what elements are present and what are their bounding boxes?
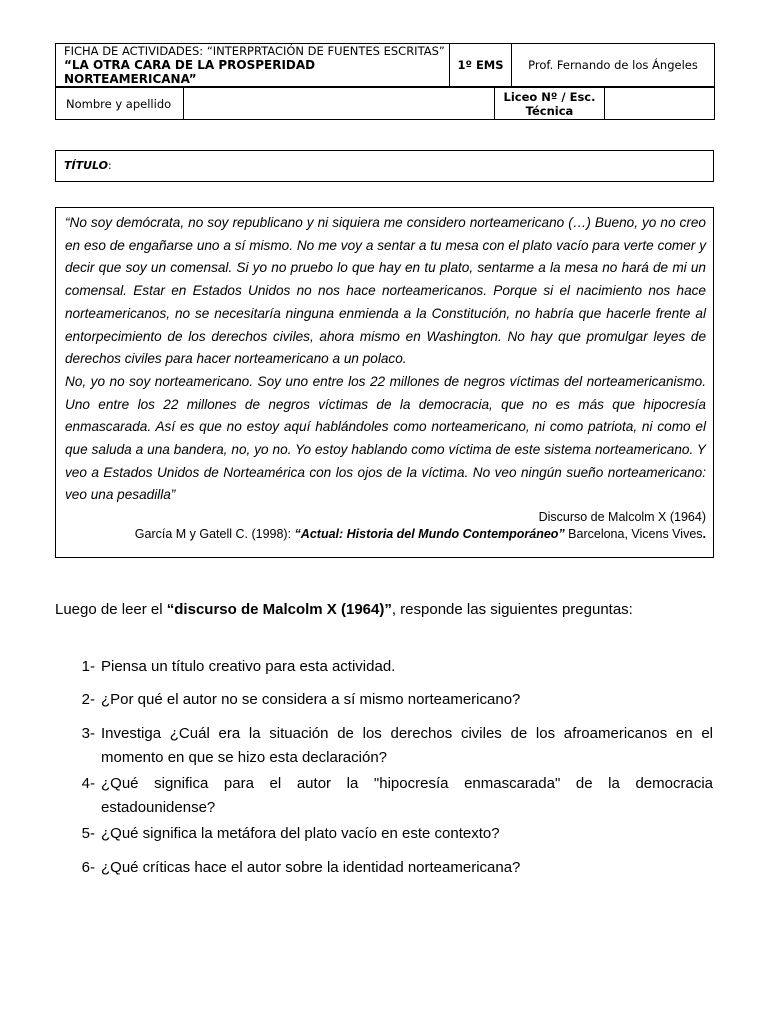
instructions-bold: “discurso de Malcolm X (1964)” [166,601,392,618]
question-text: Piensa un título creativo para esta actividad. [101,658,396,675]
title-field-label-wrap [64,159,112,172]
quote-source-speech: Discurso de Malcolm X (1964) [538,510,706,525]
school-label-cell [495,88,605,120]
name-label: Nombre y apellido [66,96,172,111]
quote-box [55,207,714,558]
activity-title-line1: FICHA DE ACTIVIDADES: “INTERPRTACIÓN DE FUENTES ESCRITAS” [64,44,445,58]
teacher-cell [512,44,715,87]
question-5 [55,822,714,846]
question-text: ¿Qué significa la metáfora del plato vacío en este contexto? [101,825,500,842]
school-label-line1: Liceo Nº / Esc. [503,89,596,104]
school-field[interactable] [605,88,715,120]
question-4 [55,772,714,820]
title-field[interactable] [55,150,714,182]
instructions-after: , responde las siguientes preguntas: [391,601,633,618]
citation-authors: García M y Gatell C. (1998): [134,527,295,542]
activity-title-cell [56,44,450,87]
question-number: 2- [81,691,95,708]
question-text: ¿Qué significa para el autor la "hipocresía enmascarada" de la democracia estadounidense? [101,775,713,816]
grade-label: 1º EMS [457,58,504,72]
quote-paragraph-1: “No soy demócrata, no soy republicano y ni siquiera me considero norteamericano (…) Bueno, yo no creo en eso de engañarse uno a sí mismo. No me voy a sentar a tu mesa con el plato vacío para verte comer y decir que soy un comensal. Si yo no pruebo lo que hay en tu plato, sentarme a la mesa no hará de mi un comensal. Estar en Estados Unidos no nos hace norteamericanos. Porque si el nacimiento nos hace norteamericanos, no se necesitaría ninguna enmienda a la Constitución, no habría que hacerle frente al entorpecimiento de los derechos civiles, ahora mismo en Washington. No hay que promulgar leyes de derechos civiles para hacer norteamericano a un polaco. [65,215,706,367]
header-table [55,43,715,87]
question-text: ¿Por qué el autor no se considera a sí mismo norteamericano? [101,691,521,708]
question-text: ¿Qué críticas hace el autor sobre la identidad norteamericana? [101,859,521,876]
title-field-colon: : [108,159,112,172]
instructions [55,601,633,618]
activity-title-line2: “LA OTRA CARA DE LA PROSPERIDAD NORTEAMERICANA” [64,58,316,86]
question-2 [55,688,714,712]
student-info-table [55,87,715,120]
citation-end: . [702,527,706,542]
question-number: 3- [81,725,95,742]
school-label-line2: Técnica [525,103,574,118]
quote-source [65,509,706,543]
quote-paragraph-2: No, yo no soy norteamericano. Soy uno entre los 22 millones de negros víctimas del norteamericanismo. Uno entre los 22 millones de negros víctimas de la democracia, que no es más que hipocresía enmascarada. Así es que no estoy aquí hablándoles como norteamericano, ni como patriota, ni como el que saluda a una bandera, no, yo no. Yo estoy hablando como víctima de este sistema norteamericano. Y veo a Estados Unidos de Norteamérica con los ojos de la víctima. No veo ningún sueño norteamericano: veo una pesadilla” [65,373,706,503]
question-1 [55,655,714,679]
question-number: 4- [81,775,95,792]
teacher-name: Prof. Fernando de los Ángeles [528,58,698,72]
name-label-cell [56,88,184,120]
title-field-label: TÍTULO [64,159,108,172]
instructions-before: Luego de leer el [55,601,167,618]
grade-cell [450,44,512,87]
question-number: 6- [81,859,95,876]
question-number: 1- [81,658,95,675]
citation-book-title: “Actual: Historia del Mundo Contemporáneo” [294,527,565,542]
name-field[interactable] [184,88,495,120]
question-number: 5- [81,825,95,842]
quote-source-citation [65,526,706,543]
question-6 [55,856,714,880]
question-3 [55,722,714,770]
citation-publisher: Barcelona, Vicens Vives [564,527,703,542]
question-text: Investiga ¿Cuál era la situación de los derechos civiles de los afroamericanos en el momento en que se hizo esta declaración? [101,725,713,766]
